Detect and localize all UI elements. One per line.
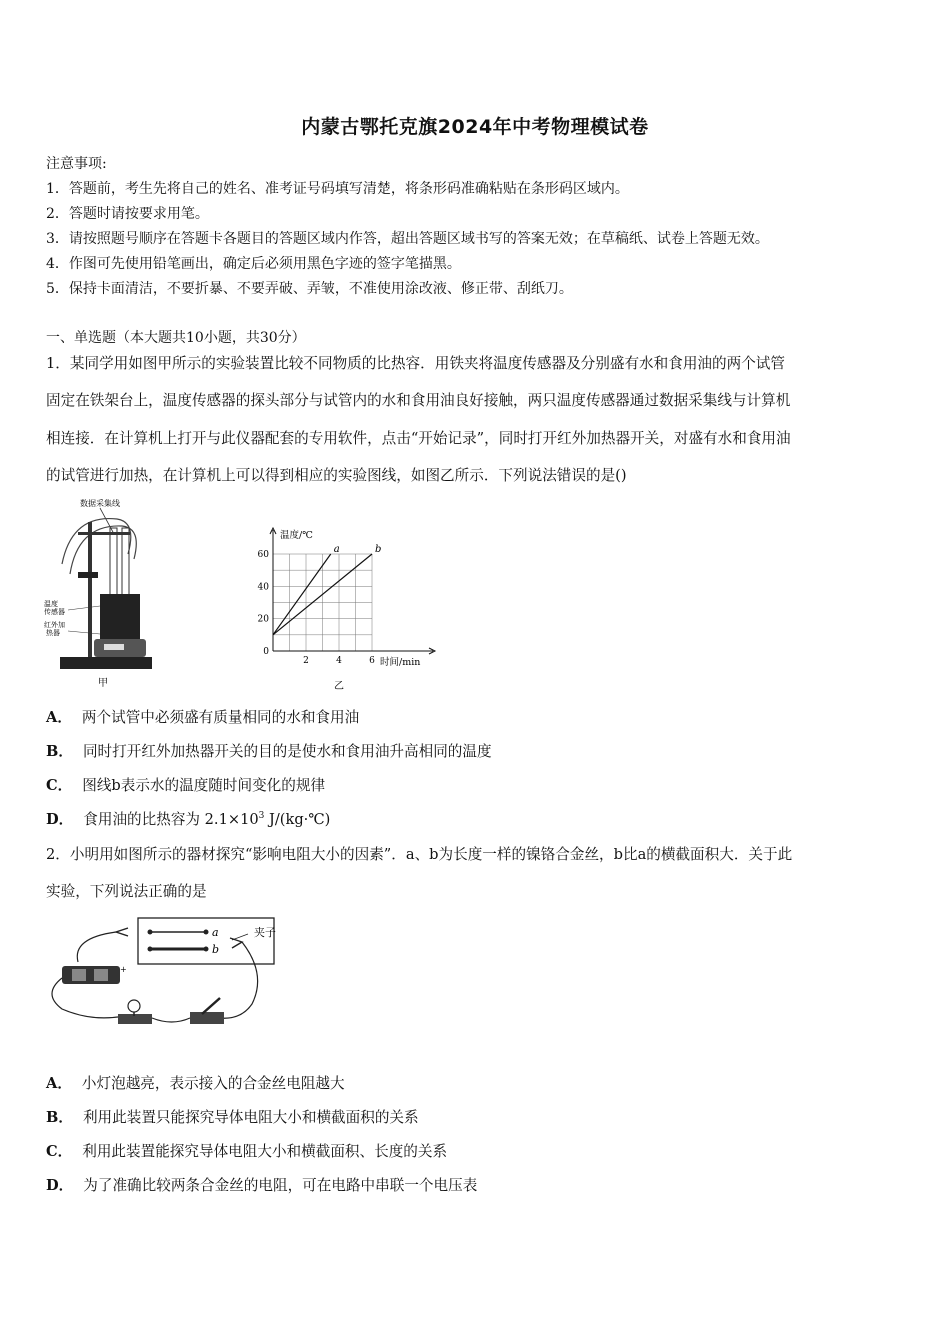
q2-option: [46, 1174, 477, 1195]
heater-label: 红外加: [44, 621, 65, 629]
y-tick-label: 20: [257, 614, 269, 625]
chart-ticks: [258, 550, 376, 666]
option-text: 图线b表示水的温度随时间变化的规律: [82, 777, 326, 794]
notice-item: 5．保持卡面清洁，不要折暴、不要弄破、弄皱，不准使用涂改液、修正带、刮纸刀。: [46, 281, 573, 297]
bulb-icon: [128, 1000, 140, 1012]
notice-item: 2．答题时请按要求用笔。: [46, 206, 209, 222]
q1-stem-line: 相连接．在计算机上打开与此仪器配套的专用软件，点击“开始记录”，同时打开红外加热器开关，对盛有水和食用油: [46, 430, 791, 447]
option-letter: C．: [46, 1143, 73, 1160]
q1-option: [46, 706, 359, 727]
notice-item: 3．请按照题号顺序在答题卡各题目的答题区域内作答，超出答题区域书写的答案无效；在草稿纸、试卷上答题无效。: [46, 231, 769, 247]
q2-stem-line: 2．小明用如图所示的器材探究“影响电阻大小的因素”．a、b为长度一样的镍铬合金丝，b比a的横截面积大．关于此: [46, 846, 793, 863]
option-text: 小灯泡越亮，表示接入的合金丝电阻越大: [81, 1075, 345, 1092]
option-text: 为了准确比较两条合金丝的电阻，可在电路中串联一个电压表: [83, 1177, 478, 1194]
chart-ylabel: 温度/℃: [280, 530, 313, 541]
chart-axes: [270, 528, 435, 654]
notice-item: 4．作图可先使用铅笔画出，确定后必须用黑色字迹的签字笔描黑。: [46, 256, 461, 272]
heater-label: 热器: [46, 629, 60, 637]
q2-option: [46, 1106, 419, 1127]
option-letter: B．: [46, 743, 73, 760]
y-tick-label: 60: [257, 550, 269, 560]
apparatus-figure: [42, 494, 172, 694]
q2-stem-line: 实验，下列说法正确的是: [46, 883, 207, 900]
option-text: 两个试管中必须盛有质量相同的水和食用油: [81, 709, 360, 726]
option-letter: B．: [46, 1109, 73, 1126]
q1-option: [46, 808, 330, 829]
option-text: 同时打开红外加热器开关的目的是使水和食用油升高相同的温度: [82, 743, 492, 760]
chart-xlabel: 时间/min: [380, 657, 421, 668]
option-letter: A．: [46, 709, 72, 726]
x-tick-label: 2: [303, 656, 309, 666]
series-label-b: b: [375, 544, 382, 555]
option-text: 食用油的比热容为 2.1×10: [83, 811, 259, 828]
q2-option: [46, 1072, 345, 1093]
x-tick-label: 4: [336, 656, 342, 666]
y-tick-label: 0: [263, 647, 269, 657]
temperature-chart: [255, 524, 445, 694]
q1-option: [46, 740, 492, 761]
q1-stem-line: 的试管进行加热，在计算机上可以得到相应的实验图线，如图乙所示．下列说法错误的是(): [46, 467, 627, 484]
page-title: 内蒙古鄂托克旗2024年中考物理模试卷: [301, 116, 649, 138]
option-sup: 3: [258, 811, 265, 822]
option-text: 利用此装置只能探究导体电阻大小和横截面积的关系: [82, 1109, 419, 1126]
sensor-label: 温度: [44, 600, 58, 608]
q1-option: [46, 774, 325, 795]
option-letter: D．: [46, 811, 74, 828]
sensor-label: 传感器: [44, 608, 65, 616]
q1-stem-line: 1．某同学用如图甲所示的实验装置比较不同物质的比热容．用铁夹将温度传感器及分别盛有水和食用油的两个试管: [46, 355, 785, 372]
svg-text:+: +: [120, 965, 127, 974]
option-letter: C．: [46, 777, 73, 794]
figure-a-caption: 甲: [98, 678, 108, 689]
chart-grid: [273, 554, 372, 651]
switch-icon: [202, 998, 220, 1014]
section-heading: 一、单选题（本大题共10小题，共30分）: [46, 330, 306, 346]
collector-label: 数据采集线: [80, 499, 120, 508]
y-tick-label: 40: [257, 582, 269, 593]
clip-label: 夹子: [254, 926, 276, 939]
option-letter: A．: [46, 1075, 72, 1092]
notice-heading: 注意事项:: [46, 156, 107, 172]
wire-a-label: a: [212, 926, 219, 939]
q1-stem-line: 固定在铁架台上，温度传感器的探头部分与试管内的水和食用油良好接触，两只温度传感器通过数据采集线与计算机: [46, 392, 791, 409]
figure-b-caption: 乙: [334, 681, 344, 692]
x-tick-label: 6: [369, 656, 375, 666]
option-text: J/(kg·℃): [264, 811, 331, 828]
notice-item: 1．答题前，考生先将自己的姓名、准考证号码填写清楚，将条形码准确粘贴在条形码区域内。: [46, 181, 629, 197]
option-letter: D．: [46, 1177, 74, 1194]
option-text: 利用此装置能探究导体电阻大小和横截面积、长度的关系: [82, 1143, 448, 1160]
series-label-a: a: [333, 544, 340, 555]
wire-b-label: b: [212, 943, 220, 956]
circuit-figure: [42, 914, 292, 1039]
q2-option: [46, 1140, 447, 1161]
